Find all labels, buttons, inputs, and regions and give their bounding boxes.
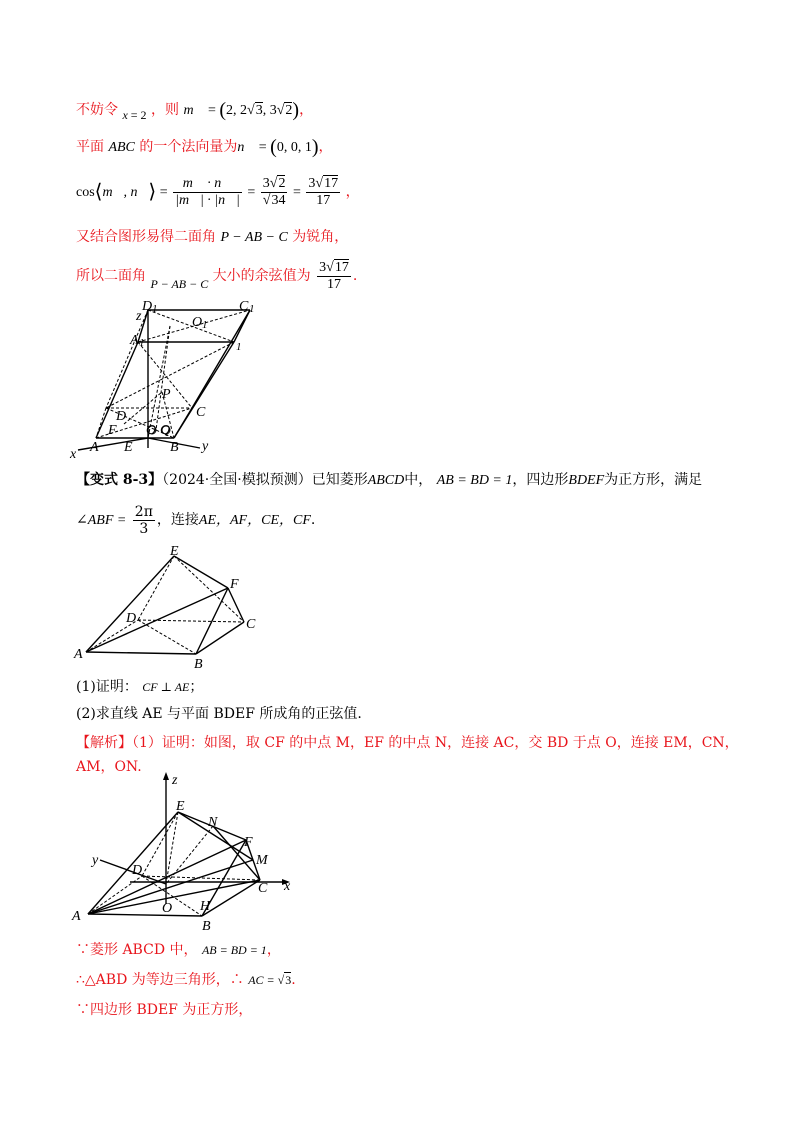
label-c: C [196, 405, 206, 420]
square: BDEF [568, 473, 605, 488]
text: ，四边形 [512, 472, 569, 488]
math-x-eq-2: x = 2 [122, 108, 147, 122]
label-a1: A [130, 333, 139, 348]
text: 不妨令 [76, 102, 118, 118]
fraction-2pi-3 [133, 504, 155, 537]
text: ； [189, 679, 204, 695]
math-cos-formula: cos⟨m⃗, n⃗⟩ = $\frac{m⃗ \cdot n⃗}{|m⃗| \cdot |n⃗|}$ = $\frac{3√2}{√34}$ = $\frac{3√17}{17}$ [76, 176, 339, 209]
radicand: 3 [285, 973, 292, 987]
label-o: O [146, 423, 157, 438]
label-d: D [132, 863, 143, 878]
text: 大小的余弦值为 [212, 268, 311, 284]
label-q: Q [160, 423, 171, 438]
label-sub: 1 [202, 319, 208, 331]
angle-p-ab-c: P − AB − C [150, 277, 209, 291]
lines: AE，AF，CE，CF [198, 513, 311, 528]
label-f: F [230, 577, 239, 592]
figure-parallelepiped [60, 298, 270, 466]
label-sub: 1 [236, 341, 242, 353]
math-lhs: AC = [248, 973, 278, 987]
label-d1: D [142, 299, 153, 314]
math-result: $\frac{3√17}{17}$ [319, 260, 349, 293]
solution-line-2 [76, 137, 333, 158]
text: 又结合图形易得二面角 [76, 229, 216, 245]
question-2: (2)求直线 AE 与平面 BDEF 所成角的正弦值. [76, 706, 362, 722]
label-z: z [136, 309, 142, 324]
label-h: H [200, 899, 211, 914]
label-p: P [162, 387, 171, 402]
text: 为锐角， [292, 229, 349, 245]
math-cf-perp-ae: CF ⊥ AE [142, 680, 190, 694]
text: ，则 [151, 102, 180, 118]
math-eq: AB = BD = 1 [201, 943, 267, 957]
label-d: D [116, 409, 127, 424]
denominator: 3 [139, 520, 149, 537]
figure-rhombus-square [70, 542, 270, 670]
text: ∵菱形 ABCD 中， [76, 942, 198, 958]
question-1 [76, 677, 203, 697]
text: ， [345, 184, 360, 200]
text: ∴△ABD 为等边三角形，∴ [76, 972, 244, 988]
label-e: E [176, 799, 185, 814]
solution-bottom-line-2 [76, 970, 296, 990]
text: ，连接 [156, 512, 199, 528]
math-vector-n: n⃗ = (0, 0, 1) [237, 136, 319, 158]
solution-line-1 [76, 100, 313, 125]
text: . [310, 512, 316, 528]
label-d: D [126, 611, 137, 626]
analysis-line-2: AM，ON. [76, 759, 142, 775]
math-vector-m: m⃗ = (2, 2√3, 3√2) [183, 99, 300, 121]
solution-bottom-line-1 [76, 940, 281, 960]
solution-line-4 [76, 227, 348, 248]
text: . [291, 972, 296, 988]
math-eq: AB = BD = 1 [436, 473, 513, 488]
label-f: F [108, 423, 117, 438]
angle-p-ab-c: P − AB − C [220, 230, 288, 245]
numerator: 2π [134, 503, 153, 520]
label-y: y [202, 439, 209, 454]
label-o: O [162, 901, 173, 916]
label-b: B [202, 919, 211, 934]
figure-coordinate-solid [70, 772, 310, 942]
label-y: y [92, 853, 99, 868]
label-a: A [74, 647, 83, 662]
text: 平面 [76, 139, 104, 155]
label-f: F [244, 835, 253, 850]
solution-line-5 [76, 258, 357, 294]
text: ， [318, 139, 333, 155]
label-m: M [256, 853, 268, 868]
text: ， [299, 102, 314, 118]
label-b: B [170, 440, 179, 455]
variant-source: （2024·全国·模拟预测） [162, 472, 312, 488]
label-n: N [208, 815, 218, 830]
text: 已知菱形 [311, 472, 368, 488]
plane-abc: ABC [108, 140, 135, 155]
label-c1: C [239, 299, 249, 314]
label-sub: 1 [139, 337, 145, 349]
label-z: z [172, 773, 178, 788]
text: 中， [404, 472, 433, 488]
angle-abf: ∠ABF = [76, 513, 127, 528]
variant-line-1 [76, 470, 702, 491]
analysis-line-1: 【解析】（1）证明：如图，取 CF 的中点 M，EF 的中点 N，连接 AC，交 BD 于点 O，连接 EM，CN， [76, 735, 739, 751]
label-b: B [194, 657, 203, 670]
text: 所以二面角 [76, 268, 146, 284]
label-a: A [90, 440, 99, 455]
label-a: A [72, 909, 81, 924]
label-x: x [70, 447, 77, 462]
label-o1: O [192, 315, 203, 330]
label-sub: 1 [152, 303, 158, 315]
text: . [352, 268, 358, 284]
text: ， [266, 942, 281, 958]
variant-tag: 【变式 8-3】 [76, 472, 163, 488]
label-x: x [284, 879, 291, 894]
text: 为正方形，满足 [604, 472, 703, 488]
label-e: E [170, 544, 179, 559]
rhombus: ABCD [367, 473, 405, 488]
variant-line-2 [76, 500, 315, 540]
label-e: E [124, 440, 133, 455]
text: 的一个法向量为 [139, 139, 238, 155]
solution-line-3 [76, 172, 360, 212]
solution-bottom-line-3: ∵四边形 BDEF 为正方形， [76, 1002, 253, 1018]
label-sub: 1 [249, 303, 255, 315]
label-c: C [258, 881, 268, 896]
math-ac-sqrt3: AC = √3 [248, 973, 292, 987]
text: (1)证明： [76, 679, 138, 695]
label-c: C [246, 617, 256, 632]
